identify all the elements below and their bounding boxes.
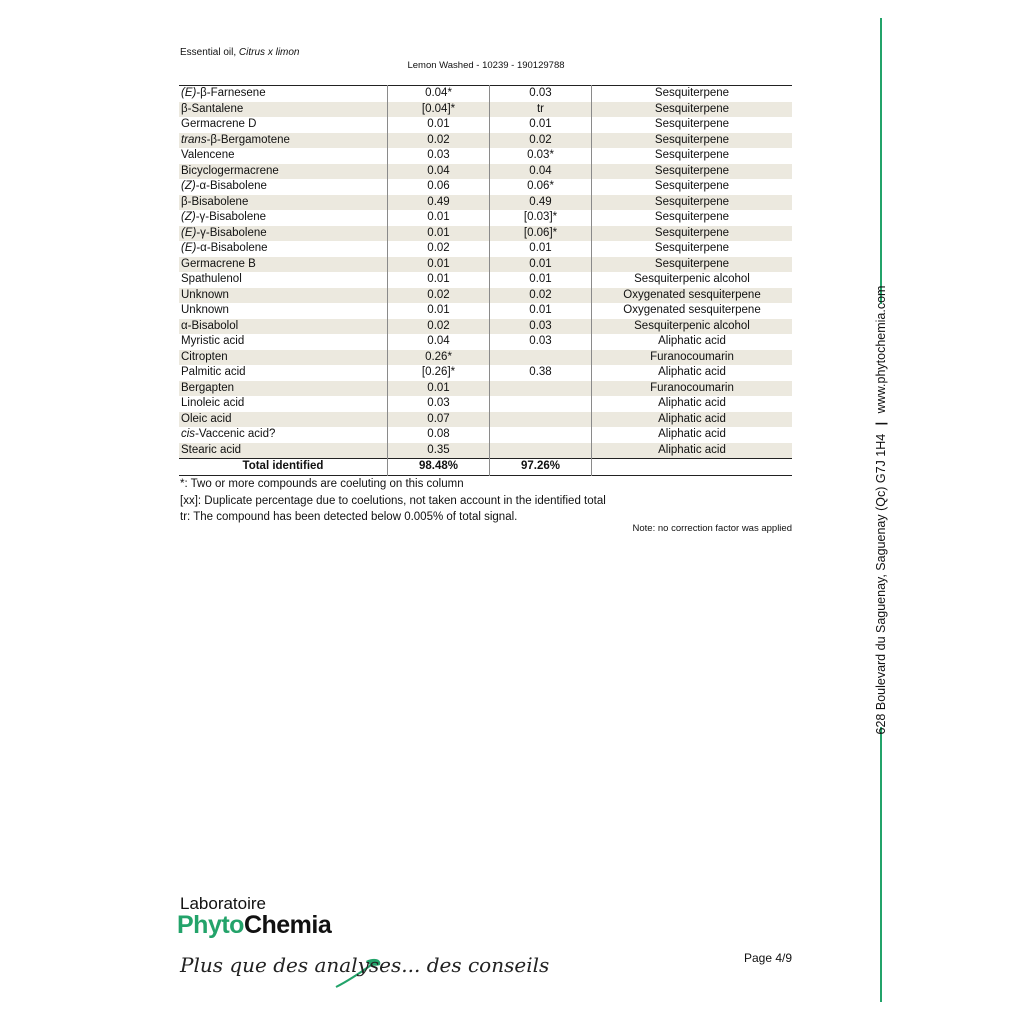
compound-name (179, 443, 388, 459)
compound-name (179, 102, 388, 118)
correction-note: Note: no correction factor was applied (632, 523, 792, 534)
logo-laboratoire: Laboratoire (180, 894, 267, 913)
table-row (179, 148, 792, 164)
compound-prefix: (E) (181, 242, 197, 254)
table-row (179, 164, 792, 180)
value-col2 (490, 350, 592, 366)
compound-name (179, 427, 388, 443)
value-col1: 0.01 (388, 272, 490, 288)
table-row (179, 412, 792, 428)
compound-class: Aliphatic acid (592, 412, 793, 428)
table-row (179, 195, 792, 211)
value-col2 (490, 381, 592, 397)
compound-name (179, 303, 388, 319)
value-col2: 0.03 (490, 319, 592, 335)
value-col1: 0.02 (388, 288, 490, 304)
compound-label: Germacrene D (181, 118, 257, 130)
compound-label: Bergapten (181, 381, 235, 394)
compound-label: Unknown (181, 288, 229, 301)
value-col1: 0.02 (388, 133, 490, 149)
compound-class: Sesquiterpene (592, 133, 793, 149)
compound-label: Unknown (181, 304, 229, 316)
value-col2: 0.04 (490, 164, 592, 180)
table-row (179, 226, 792, 242)
compound-prefix: (E) (181, 226, 197, 239)
compound-name (179, 381, 388, 397)
compound-label: Valencene (181, 149, 235, 161)
value-col2 (490, 412, 592, 428)
compound-name (179, 288, 388, 304)
compound-prefix: trans (181, 133, 207, 146)
value-col1: 0.07 (388, 412, 490, 428)
compound-class: Oxygenated sesquiterpene (592, 288, 793, 304)
table-row (179, 272, 792, 288)
compound-class: Aliphatic acid (592, 427, 793, 443)
total-row (179, 459, 792, 476)
composition-table (179, 85, 792, 476)
compound-label: β-Santalene (181, 102, 244, 115)
total-label: Total identified (179, 459, 388, 476)
value-col2: 0.01 (490, 272, 592, 288)
value-col1: 0.01 (388, 303, 490, 319)
sample-species: Citrus x limon (238, 47, 300, 58)
footnote-duplicate: [xx]: Duplicate percentage due to coelutions, not taken account in the identified total (180, 494, 606, 507)
logo-brand-black: Chemia (243, 911, 332, 939)
compound-prefix: (Z) (181, 180, 196, 192)
page-number: Page 4/9 (744, 951, 793, 965)
compound-name (179, 257, 388, 273)
compound-class: Aliphatic acid (592, 396, 793, 412)
compound-class: Sesquiterpenic alcohol (592, 319, 793, 335)
compound-class: Sesquiterpene (592, 241, 793, 257)
compound-name (179, 412, 388, 428)
total-col2: 97.26% (490, 459, 592, 476)
compound-name (179, 272, 388, 288)
compound-class: Sesquiterpene (592, 148, 793, 164)
value-col2: 0.06* (490, 179, 592, 195)
compound-label: Citropten (181, 350, 228, 363)
slogan: Plus que des analyses... des conseils (180, 953, 550, 977)
table-row (179, 334, 792, 350)
compound-class: Aliphatic acid (592, 443, 793, 459)
table-row (179, 350, 792, 366)
compound-prefix: (E) (181, 87, 197, 99)
table-row (179, 303, 792, 319)
value-col2: 0.03 (490, 86, 592, 102)
compound-class: Furanocoumarin (592, 350, 793, 366)
compound-class: Sesquiterpene (592, 210, 793, 226)
table-row (179, 102, 792, 118)
compound-label: Bicyclogermacrene (181, 164, 279, 177)
table-row (179, 179, 792, 195)
address-text: 628 Boulevard du Saguenay, Saguenay (Qc) G7J 1H4 (874, 433, 888, 735)
value-col1: 0.01 (388, 226, 490, 242)
compound-label: Stearic acid (181, 443, 242, 456)
compound-label: -γ-Bisabolene (196, 226, 267, 239)
value-col1: 0.01 (388, 381, 490, 397)
value-col1: 0.01 (388, 117, 490, 133)
total-col1: 98.48% (388, 459, 490, 476)
logo-brand (177, 911, 331, 940)
value-col2: 0.02 (490, 133, 592, 149)
value-col1: 0.01 (388, 257, 490, 273)
compound-class: Sesquiterpene (592, 164, 793, 180)
value-col2 (490, 396, 592, 412)
compound-name (179, 334, 388, 350)
compound-name (179, 226, 388, 242)
value-col2 (490, 443, 592, 459)
table-row (179, 427, 792, 443)
table-row (179, 288, 792, 304)
value-col2: [0.06]* (490, 226, 592, 242)
value-col1: 0.26* (388, 350, 490, 366)
compound-label: Germacrene B (181, 257, 256, 270)
compound-class: Sesquiterpene (592, 226, 793, 242)
website-link[interactable]: www.phytochemia.com (874, 285, 888, 414)
value-col2: 0.03* (490, 148, 592, 164)
compound-class: Oxygenated sesquiterpene (592, 303, 793, 319)
compound-label: -β-Bergamotene (206, 133, 290, 146)
compound-name (179, 319, 388, 335)
compound-label: -γ-Bisabolene (195, 211, 267, 223)
compound-name (179, 164, 388, 180)
value-col2: 0.01 (490, 117, 592, 133)
footnotes (180, 476, 606, 526)
total-class (592, 459, 793, 476)
compound-name (179, 210, 388, 226)
compound-name (179, 365, 388, 381)
value-col1: 0.03 (388, 396, 490, 412)
value-col2: 0.01 (490, 241, 592, 257)
compound-class: Aliphatic acid (592, 334, 793, 350)
compound-label: Palmitic acid (181, 366, 246, 378)
sample-title (180, 47, 300, 58)
value-col1: [0.26]* (388, 365, 490, 381)
value-col1: [0.04]* (388, 102, 490, 118)
value-col1: 0.02 (388, 241, 490, 257)
compound-name (179, 195, 388, 211)
compound-label: -Vaccenic acid? (195, 428, 276, 440)
compound-name (179, 133, 388, 149)
compound-prefix: cis (181, 428, 196, 440)
value-col2: 0.38 (490, 365, 592, 381)
compound-name (179, 179, 388, 195)
table-row (179, 86, 792, 102)
side-rule-top (880, 18, 882, 304)
value-col2 (490, 427, 592, 443)
compound-class: Furanocoumarin (592, 381, 793, 397)
compound-label: Linoleic acid (181, 397, 245, 409)
value-col2: 0.03 (490, 334, 592, 350)
compound-label: -α-Bisabolene (195, 180, 267, 192)
side-contact (874, 286, 888, 735)
value-col1: 0.06 (388, 179, 490, 195)
compound-label: -α-Bisabolene (196, 242, 268, 254)
value-col1: 0.04* (388, 86, 490, 102)
sample-id: Lemon Washed - 10239 - 190129788 (407, 60, 565, 71)
compound-class: Sesquiterpene (592, 86, 793, 102)
compound-label: Spathulenol (181, 273, 242, 285)
compound-class: Sesquiterpene (592, 179, 793, 195)
compound-class: Sesquiterpene (592, 257, 793, 273)
footnote-trace: tr: The compound has been detected below 0.005% of total signal. (180, 511, 518, 523)
compound-label: -β-Farnesene (196, 87, 266, 99)
compound-class: Sesquiterpene (592, 102, 793, 118)
table-row (179, 241, 792, 257)
value-col2: tr (490, 102, 592, 118)
compound-label: α-Bisabolol (181, 319, 239, 332)
value-col2: 0.49 (490, 195, 592, 211)
footnote-coelution: *: Two or more compounds are coeluting on this column (180, 478, 464, 490)
table-row (179, 381, 792, 397)
table-row (179, 319, 792, 335)
contact-separator: | (874, 421, 888, 426)
value-col2: 0.02 (490, 288, 592, 304)
compound-label: Oleic acid (181, 412, 232, 425)
table-row (179, 133, 792, 149)
table-row (179, 257, 792, 273)
compound-class: Sesquiterpene (592, 195, 793, 211)
table-row (179, 117, 792, 133)
value-col2: [0.03]* (490, 210, 592, 226)
value-col1: 0.35 (388, 443, 490, 459)
compound-name (179, 117, 388, 133)
table-row (179, 210, 792, 226)
value-col1: 0.01 (388, 210, 490, 226)
compound-class: Sesquiterpene (592, 117, 793, 133)
side-rule-bottom (880, 727, 882, 1002)
compound-name (179, 148, 388, 164)
table-row (179, 365, 792, 381)
value-col1: 0.49 (388, 195, 490, 211)
compound-name (179, 350, 388, 366)
value-col2: 0.01 (490, 303, 592, 319)
compound-prefix: (Z) (181, 211, 196, 223)
value-col2: 0.01 (490, 257, 592, 273)
compound-name (179, 86, 388, 102)
compound-class: Aliphatic acid (592, 365, 793, 381)
table-row (179, 396, 792, 412)
value-col1: 0.08 (388, 427, 490, 443)
value-col1: 0.02 (388, 319, 490, 335)
compound-name (179, 396, 388, 412)
compound-label: Myristic acid (181, 335, 245, 347)
compound-class: Sesquiterpenic alcohol (592, 272, 793, 288)
logo-brand-green: Phyto (177, 911, 244, 939)
value-col1: 0.04 (388, 334, 490, 350)
compound-name (179, 241, 388, 257)
value-col1: 0.03 (388, 148, 490, 164)
sample-title-prefix: Essential oil, (180, 47, 239, 58)
table-row (179, 443, 792, 459)
value-col1: 0.04 (388, 164, 490, 180)
compound-label: β-Bisabolene (181, 195, 249, 208)
